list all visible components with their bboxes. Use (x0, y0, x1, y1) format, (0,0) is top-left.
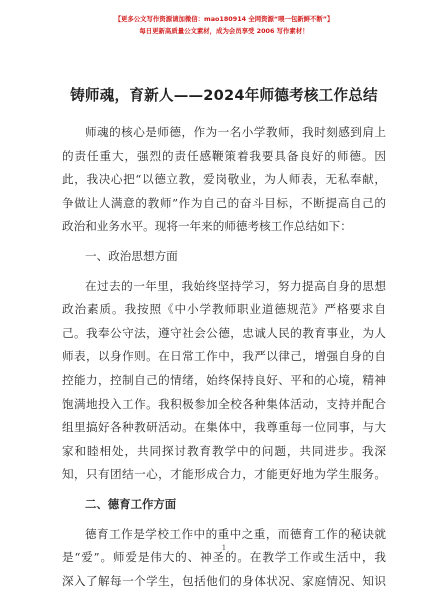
promo-banner (0, 13, 448, 37)
paragraph-line: 争做让人满意的教师”作为自己的奋斗目标，不断提高自己的 (62, 195, 386, 210)
promo-banner-line-2: 每日更新高质量公文素材，成为会员享受 2006 写作素材！ (139, 27, 309, 35)
page-number: 1 (221, 544, 227, 552)
paragraph-line: 己。我奉公守法，遵守社会公德，忠诚人民的教育事业，为人 (62, 325, 386, 340)
paragraph-line: 家和睦相处，共同探讨教育教学中的问题，共同进步。我深 (62, 443, 386, 458)
paragraph-line: 是“爱”。师爱是伟大的、神圣的。在教学工作或生活中，我 (62, 550, 386, 565)
paragraph-line: 饱满地投入工作。我积极参加全校各种集体活动，支持并配合 (62, 396, 386, 411)
paragraph-line: 师魂的核心是师德，作为一名小学教师，我时刻感到肩上 (85, 125, 386, 139)
paragraph-line: 组里搞好各种教研活动。在集体中，我尊重每一位同事，与大 (62, 420, 386, 435)
paragraph-line: 深入了解每一个学生，包括他们的身体状况、家庭情况、知识 (62, 573, 386, 588)
paragraph-line: 此，我决心把“以德立教，爱岗敬业，为人师表，无私奉献， (62, 172, 386, 187)
paragraph-line: 知，只有团结一心，才能形成合力，才能更好地为学生服务。 (62, 467, 386, 482)
promo-banner-line-1: 【更多公文写作资源请加微信：mao180914 全网资源“喂一包新鲜不断”】 (114, 15, 334, 23)
paragraph-line: 师表，以身作则。在日常工作中，我严以律己，增强自身的自 (62, 349, 386, 364)
section-heading-moral-education: 二、德育工作方面 (85, 496, 177, 511)
document-title: 铸师魂，育新人——2024年师德考核工作总结 (70, 87, 378, 104)
paragraph-line: 的责任重大，强烈的责任感鞭策着我要具备良好的师德。因 (62, 148, 386, 163)
section-heading-politics: 一、政治思想方面 (85, 248, 178, 263)
document-body (62, 121, 386, 593)
paragraph-line: 政治素质。我按照《中小学教师职业道德规范》严格要求自 (62, 302, 386, 317)
paragraph-line: 政治和业务水平。现将一年来的师德考核工作总结如下： (62, 219, 352, 234)
paragraph-line: 德育工作是学校工作中的重中之重，而德育工作的秘诀就 (85, 526, 386, 541)
paragraph-line: 在过去的一年里，我始终坚持学习，努力提高自身的思想 (85, 278, 386, 293)
paragraph-line: 控能力，控制自己的情绪，始终保持良好、平和的心境，精神 (62, 372, 386, 387)
